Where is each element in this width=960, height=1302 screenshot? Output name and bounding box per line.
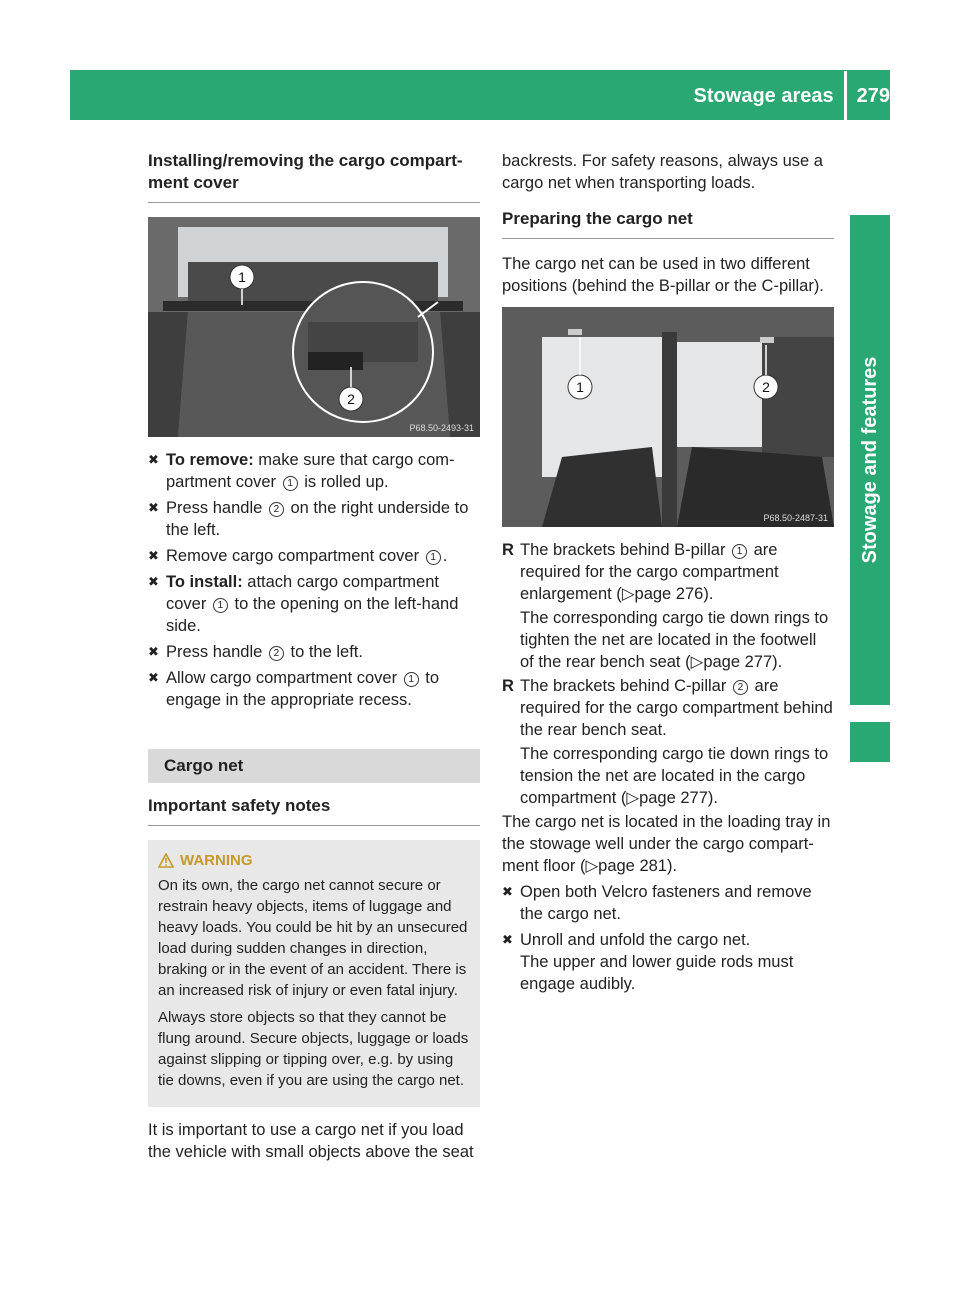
svg-text:2: 2 [347,391,355,407]
step-item: ✖ Press handle 2 to the left. [148,643,363,661]
triangle-ref-icon: ▷ [690,653,704,671]
step-item: ✖ Allow cargo compartment cover 1 to engage in the appropriate recess. [148,669,440,709]
step-item: ✖ Press handle 2 on the right underside to the left. [148,499,469,539]
body-text: It is important to use a cargo net if you load the vehicle with small objects above the seat [148,1121,474,1161]
triangle-ref-icon: ▷ [585,857,599,875]
page-reference[interactable]: page 277 [639,789,708,807]
warning-title: WARNING [158,850,470,871]
step-item: ✖ To install: attach cargo compartment cover 1 to the opening on the left-hand side. [148,573,459,635]
section-heading: Installing/removing the cargo compart-ment cover [148,150,480,203]
section-box-cargo-net: Cargo net [148,749,480,783]
svg-text:2: 2 [762,379,770,395]
svg-text:1: 1 [238,269,246,285]
body-text: The cargo net is located in the loading tray in the stowage well under the cargo compart-ment floor (▷page 281). [502,813,831,875]
list-item-detail: The corresponding cargo tie down rings to tension the net are located in the cargo compartment (▷page 277). [520,745,829,807]
callout-2-icon: 2 [733,680,748,695]
header-separator [844,71,847,121]
page-reference[interactable]: page 276 [634,585,704,603]
section-title: Stowage areas [693,85,834,107]
running-header [694,82,890,110]
arrow-right-icon: ✖ [148,644,159,659]
step-item: ✖ Open both Velcro fasteners and remove the cargo net. [502,883,812,923]
callout-2-icon: 2 [269,502,284,517]
arrow-right-icon: ✖ [148,452,159,467]
callout-1-icon: 1 [732,544,747,559]
warning-box [148,840,480,1107]
warning-text: Always store objects so that they cannot be flung around. Secure objects, luggage or loads against slipping or tipping over, e.g. by using tie downs, even if you are using the cargo net. [158,1009,469,1089]
callout-2-icon: 2 [269,646,284,661]
side-tab-marker [850,722,890,762]
callout-1-icon: 1 [283,476,298,491]
left-column [148,150,480,1167]
page-number: 279 [856,85,890,107]
photo-code: P68.50-2487-31 [763,513,828,523]
page-reference[interactable]: page 281 [598,857,667,875]
section-heading: Preparing the cargo net [502,208,834,239]
arrow-right-icon: ✖ [148,574,159,589]
callout-1-icon: 1 [426,550,441,565]
step-item: ✖ Remove cargo compartment cover 1 . [148,547,448,565]
warning-triangle-icon [158,853,174,868]
right-column [502,150,834,999]
photo-code: P68.50-2493-31 [409,423,474,433]
list-item-detail: The corresponding cargo tie down rings to tighten the net are located in the footwell of the rear bench seat (▷page 277). [520,609,829,671]
warning-text: On its own, the cargo net cannot secure or restrain heavy objects, items of luggage and heavy loads. You could be hit by an unsecured load during sudden changes in direction, braking or in the event of an accident. There is an increased risk of injury or even fatal injury. [158,877,468,999]
arrow-right-icon: ✖ [502,932,513,947]
side-tab-label: Stowage and features [859,356,881,564]
triangle-ref-icon: ▷ [621,585,635,603]
step-item: ✖ To remove: make sure that cargo com-partment cover 1 is rolled up. [148,451,455,491]
bullet-r-icon: R [502,677,514,695]
page-reference[interactable]: page 277 [703,653,773,671]
arrow-right-icon: ✖ [148,670,159,685]
bullet-r-icon: R [502,541,514,559]
list-item: R The brackets behind C-pillar 2 are required for the cargo compartment behind the rear bench seat. The corresponding cargo tie down rings to tension the net are located in the cargo compartment (▷page 277). [502,677,833,807]
callout-1-icon: 1 [404,672,419,687]
subheading: Important safety notes [148,795,480,826]
cargo-cover-photo [148,217,480,437]
cargo-cover-illustration [148,217,480,437]
svg-text:1: 1 [576,379,584,395]
step-list [148,449,480,711]
body-text: backrests. For safety reasons, always use a cargo net when transporting loads. [502,152,823,192]
body-text: The cargo net can be used in two different positions (behind the B-pillar or the C-pillar). [502,255,824,295]
list-item: R The brackets behind B-pillar 1 are required for the cargo compartment enlargement (▷page 276). The corresponding cargo tie down rings to tighten the net are located in the footwell of the rear bench seat (▷page 277). [502,539,834,673]
arrow-right-icon: ✖ [502,884,513,899]
arrow-right-icon: ✖ [148,548,159,563]
step-item: ✖ Unroll and unfold the cargo net. The upper and lower guide rods must engage audibly. [502,931,794,993]
cargo-net-brackets-photo [502,307,834,527]
triangle-ref-icon: ▷ [626,789,640,807]
cargo-net-illustration [502,307,834,527]
callout-1-icon: 1 [213,598,228,613]
arrow-right-icon: ✖ [148,500,159,515]
